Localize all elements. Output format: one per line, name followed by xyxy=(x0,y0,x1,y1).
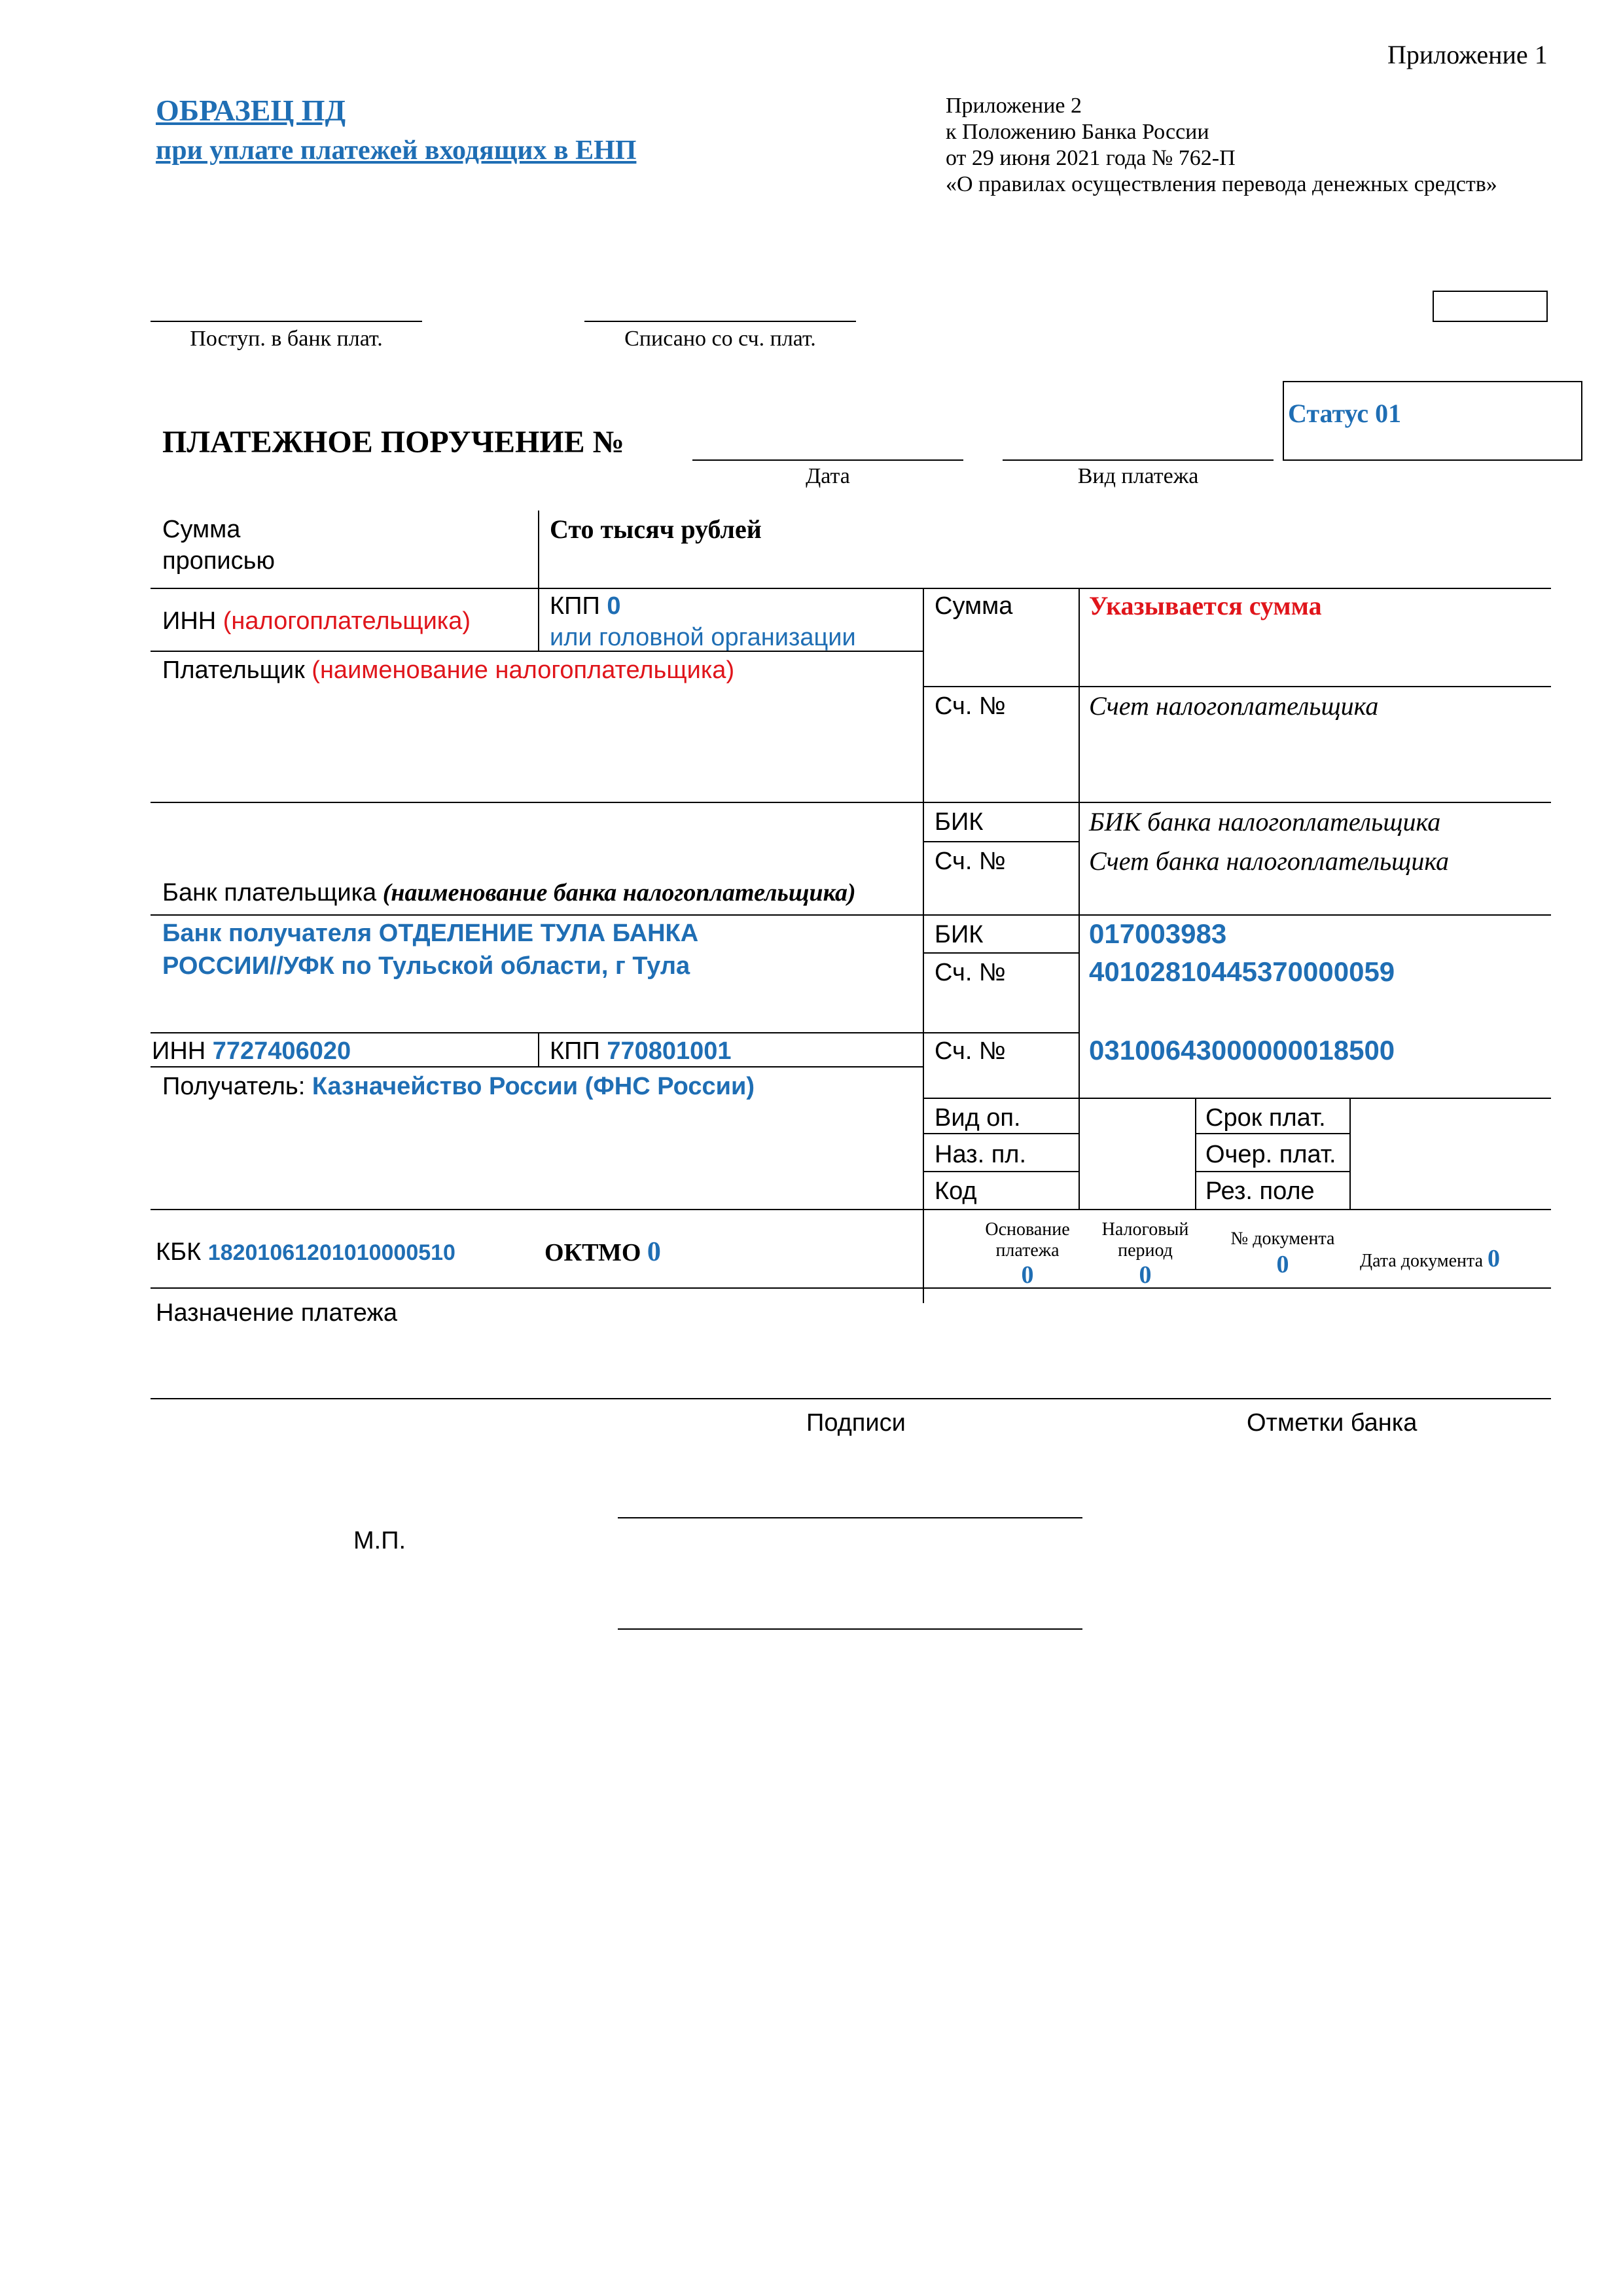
form-code-box xyxy=(1433,291,1548,322)
row-line xyxy=(1195,1171,1349,1172)
recipient-acc-label: Сч. № xyxy=(935,1037,1006,1065)
recipient-bik-value: 017003983 xyxy=(1089,918,1227,949)
divider xyxy=(1079,588,1080,1098)
order-label: Очер. плат. xyxy=(1205,1141,1336,1168)
row-line-bik xyxy=(151,802,1551,803)
recipient-inn-label: ИНН xyxy=(152,1037,206,1065)
recipient-bank-acc-label: Сч. № xyxy=(935,959,1006,986)
recipient-name-label: Получатель: xyxy=(162,1073,306,1100)
sample-subtitle: при уплате платежей входящих в ЕНП xyxy=(156,135,637,166)
docdate xyxy=(1360,1247,1500,1272)
payer-inn-label: ИНН xyxy=(162,607,217,635)
appendix-2-label: Приложение 2 xyxy=(946,94,1082,118)
payer-bank-acc-value: Счет банка налогоплательщика xyxy=(1089,846,1450,876)
kbk-label: КБК xyxy=(156,1238,202,1266)
recipient-bank-acc-value: 40102810445370000059 xyxy=(1089,956,1395,987)
debited-label: Списано со сч. плат. xyxy=(624,327,816,351)
recipient-bank-name: ОТДЕЛЕНИЕ ТУЛА БАНКА xyxy=(378,920,699,947)
debited-line xyxy=(584,321,856,322)
payer-inn xyxy=(162,605,471,637)
payer-bank-value: (наименование банка налогоплательщика) xyxy=(382,879,856,906)
row-line-recipient-bank xyxy=(151,914,1551,916)
row-line xyxy=(923,1171,1079,1172)
row-line-codes xyxy=(923,1098,1551,1099)
signature-line-2 xyxy=(618,1628,1082,1630)
row-line-bank-acc xyxy=(923,841,1079,842)
amount-words-label-2: прописью xyxy=(162,547,275,575)
payer-kpp-value: 0 xyxy=(607,592,621,620)
appendix-1-label: Приложение 1 xyxy=(1387,40,1548,69)
payer-acc-value: Счет налогоплательщика xyxy=(1089,691,1379,721)
oktmo-label: ОКТМО xyxy=(544,1239,641,1266)
payer-kpp-label: КПП xyxy=(550,592,600,620)
bank-marks-label: Отметки банка xyxy=(1247,1409,1418,1437)
period-label-2: период xyxy=(1118,1240,1173,1261)
pay-term-label: Срок плат. xyxy=(1205,1104,1326,1132)
signature-line-1 xyxy=(618,1517,1082,1518)
recipient-bank-line2: РОССИИ//УФК по Тульской области, г Тула xyxy=(162,952,690,980)
date-line xyxy=(692,459,963,461)
divider xyxy=(538,588,539,651)
payer-name-label: Плательщик xyxy=(162,656,305,684)
docdate-value: 0 xyxy=(1488,1245,1501,1272)
recipient-kpp-value: 770801001 xyxy=(607,1037,732,1065)
basis-value: 0 xyxy=(1021,1261,1034,1289)
oktmo xyxy=(544,1237,661,1268)
kbk xyxy=(156,1237,455,1268)
basis-label-1: Основание xyxy=(985,1219,1070,1240)
period-value: 0 xyxy=(1139,1261,1152,1289)
purpose-label: Назначение платежа xyxy=(156,1299,397,1327)
date-label: Дата xyxy=(806,464,850,488)
recipient-kpp-label: КПП xyxy=(550,1037,600,1065)
divider xyxy=(1079,1098,1080,1209)
appendix-2-line3: от 29 июня 2021 года № 762-П xyxy=(946,146,1236,170)
recipient-name xyxy=(162,1071,755,1102)
period-label-1: Налоговый xyxy=(1101,1219,1189,1240)
op-type-label: Вид оп. xyxy=(935,1104,1021,1132)
payer-acc-label: Сч. № xyxy=(935,692,1006,720)
divider xyxy=(923,588,924,1303)
row-line-signatures xyxy=(151,1398,1551,1399)
recipient-bank-label: Банк получателя xyxy=(162,920,372,947)
recipient-kpp xyxy=(550,1035,732,1067)
docdate-label: Дата документа xyxy=(1360,1251,1484,1271)
received-label: Поступ. в банк плат. xyxy=(190,327,383,351)
sum-label: Сумма xyxy=(935,592,1013,620)
stamp-label: М.П. xyxy=(353,1527,406,1554)
payer-bank-acc-label: Сч. № xyxy=(935,848,1006,875)
row-line-purpose xyxy=(151,1287,1551,1289)
payer-kpp-note: или головной организации xyxy=(550,624,856,651)
sum-value: Указывается сумма xyxy=(1089,591,1322,620)
code-label: Код xyxy=(935,1177,977,1205)
divider xyxy=(538,1032,539,1066)
payer-bank xyxy=(162,877,856,908)
signatures-label: Подписи xyxy=(806,1409,906,1437)
payer-bank-label: Банк плательщика xyxy=(162,879,377,906)
payer-name-value: (наименование налогоплательщика) xyxy=(312,656,735,684)
payment-order-title: ПЛАТЕЖНОЕ ПОРУЧЕНИЕ № xyxy=(162,425,624,459)
basis-label-2: платежа xyxy=(995,1240,1060,1261)
recipient-acc-value: 03100643000000018500 xyxy=(1089,1035,1395,1066)
payer-name xyxy=(162,655,734,686)
docnum-value: 0 xyxy=(1276,1251,1289,1278)
divider xyxy=(1195,1098,1196,1209)
appendix-2-line2: к Положению Банка России xyxy=(946,120,1209,144)
row-line-inn xyxy=(151,588,1551,589)
row-line-budget xyxy=(151,1209,1551,1210)
recipient-bank-line1 xyxy=(162,918,698,949)
recipient-bik-label: БИК xyxy=(935,921,984,948)
payment-type-label: Вид платежа xyxy=(1077,464,1199,488)
sample-title: ОБРАЗЕЦ ПД xyxy=(156,94,346,127)
recipient-name-value: Казначейство России (ФНС России) xyxy=(312,1073,755,1100)
amount-words-label-1: Сумма xyxy=(162,516,241,543)
payer-kpp xyxy=(550,590,620,622)
payer-inn-value: (налогоплательщика) xyxy=(223,607,471,635)
recipient-inn xyxy=(152,1035,351,1067)
purpose-short-label: Наз. пл. xyxy=(935,1141,1026,1168)
divider xyxy=(538,511,539,588)
oktmo-value: 0 xyxy=(647,1237,661,1267)
row-line-recipient-acc xyxy=(923,952,1079,954)
received-line xyxy=(151,321,422,322)
row-line-sum xyxy=(923,686,1551,687)
status-label: Статус 01 xyxy=(1288,399,1402,428)
appendix-2-line4: «О правилах осуществления перевода денежных средств» xyxy=(946,172,1497,196)
reserve-label: Рез. поле xyxy=(1205,1177,1315,1205)
recipient-inn-value: 7727406020 xyxy=(212,1037,351,1065)
row-line-recipient-inn xyxy=(151,1032,1079,1033)
payment-type-line xyxy=(1003,459,1274,461)
kbk-value: 18201061201010000510 xyxy=(207,1240,455,1265)
payer-bik-value: БИК банка налогоплательщика xyxy=(1089,807,1441,836)
divider xyxy=(1349,1098,1351,1209)
payer-bik-label: БИК xyxy=(935,808,984,836)
amount-words-value: Сто тысяч рублей xyxy=(550,514,762,544)
docnum-label: № документа xyxy=(1230,1229,1335,1249)
